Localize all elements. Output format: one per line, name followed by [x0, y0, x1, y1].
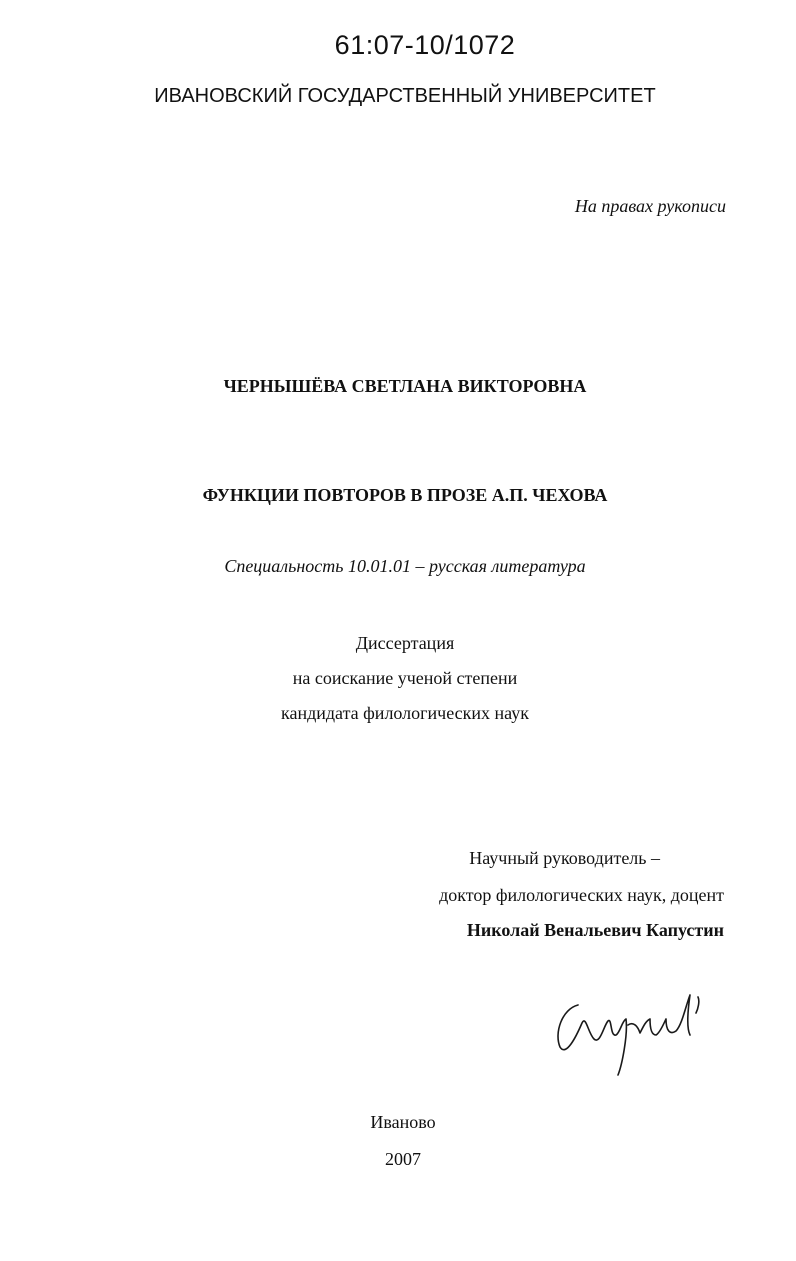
city: Иваново	[370, 1112, 436, 1132]
supervisor-name: Николай Венальевич Капустин	[466, 920, 724, 940]
specialty-line: Специальность 10.01.01 – русская литература	[224, 556, 586, 576]
year: 2007	[385, 1149, 421, 1169]
degree-line: кандидата филологических наук	[281, 703, 529, 723]
degree-line: Диссертация	[355, 633, 455, 653]
degree-line: на соискание ученой степени	[292, 668, 518, 688]
signature	[548, 975, 718, 1085]
author-name: ЧЕРНЫШЁВА СВЕТЛАНА ВИКТОРОВНА	[223, 376, 587, 396]
supervisor-credentials: доктор филологических наук, доцент	[439, 885, 724, 905]
manuscript-note: На правах рукописи	[574, 196, 726, 216]
supervisor-role: Научный руководитель –	[469, 848, 660, 868]
university-name: ИВАНОВСКИЙ ГОСУДАРСТВЕННЫЙ УНИВЕРСИТЕТ	[154, 85, 656, 107]
archive-code: 61:07-10/1072	[334, 30, 516, 60]
dissertation-title: ФУНКЦИИ ПОВТОРОВ В ПРОЗЕ А.П. ЧЕХОВА	[202, 485, 608, 505]
